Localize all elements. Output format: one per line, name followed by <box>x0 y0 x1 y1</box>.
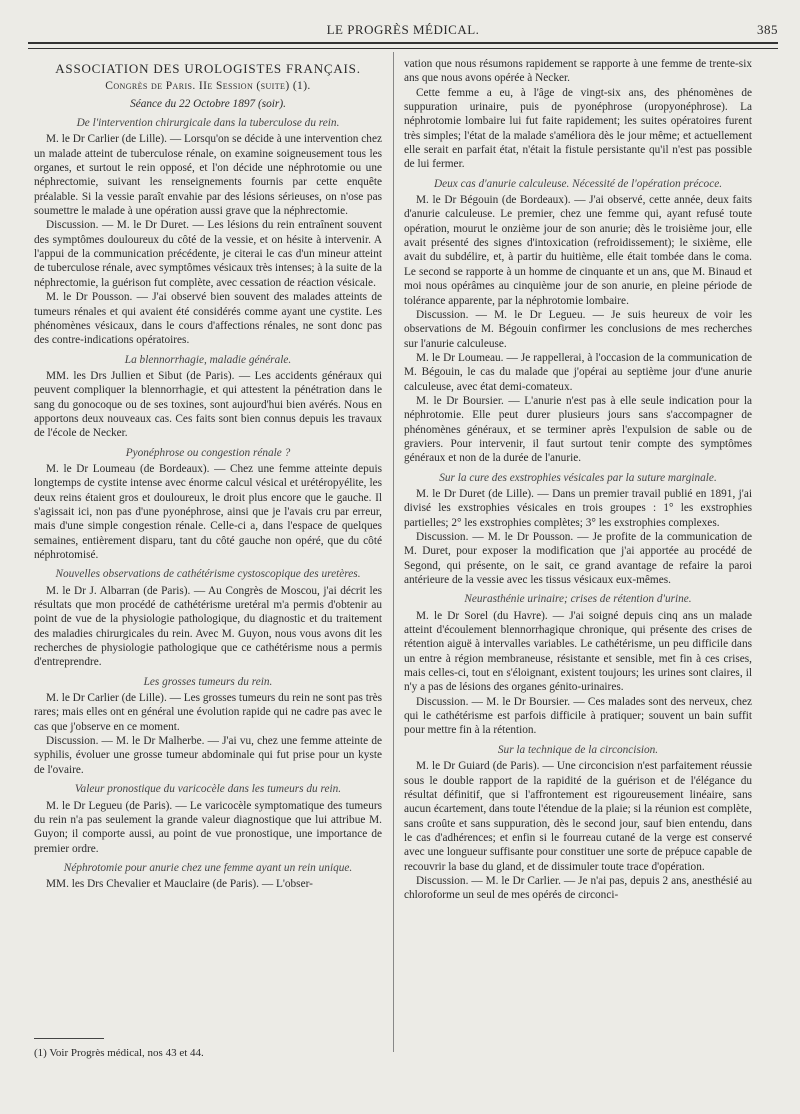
right-column-body <box>404 57 752 903</box>
session-date: Séance du 22 Octobre 1897 (soir). <box>130 97 286 110</box>
left-column-body <box>34 116 382 892</box>
section-heading: De l'intervention chirurgicale dans la tuberculose du rein. <box>76 117 340 130</box>
column-divider <box>393 52 394 1052</box>
association-title: ASSOCIATION DES UROLOGISTES FRANÇAIS. <box>55 61 361 76</box>
section-heading: Les grosses tumeurs du rein. <box>143 675 273 688</box>
paragraph: M. le Dr Guiard (de Paris). — Une circoncision n'est parfaitement réussie sous le double rapport de la rapidité de la guérison et de l'élégance du résultat définitif, que si l'affrontement est rigoureusement linéaire, sans aucun écartement, dans toute l'étendue de la plaie; si la réunion est complète, sans croûte et sans suppuration, dès le second jour, sauf bien entendu, dans le cas d'adhérences; et enfin si le fourreau cutané de la verge est conservé avec une longueur suffisante pour constituer une sorte de prépuce capable de recouvrir la base du gland, et de dissimuler toute trace d'opération. <box>404 760 752 873</box>
paragraph: Discussion. — M. le Dr Carlier. — Je n'ai pas, depuis 2 ans, anesthésié au chloroforme un seul de mes opérés de circonci- <box>404 874 752 902</box>
paragraph: M. le Dr Duret (de Lille). — Dans un premier travail publié en 1891, j'ai divisé les exstrophies vésicales en trois groupes : 1° les exstrophies partielles; 2° les exstrophies complètes; 3° les exstrophies complexes. <box>404 487 752 529</box>
paragraph: M. le Dr Bégouin (de Bordeaux). — J'ai observé, cette année, deux faits d'anurie calculeuse. Le premier, chez une femme qui, ayant refusé toute opération, mourut le onzième jour de son anurie; dès le troisième jour, elle avait présenté des signes d'intoxication (refroidissement); le sixième, elle avait du subdélire, et, à partir du huitième, elle était tombée dans le coma. Le second se rapporte à un homme de cinquante et un ans, que M. Binaud et moi nous opérâmes au cinquième jour de son anurie, en pleine période de tolérance apparente, par la néphrotomie lombaire. <box>404 194 752 307</box>
paragraph: MM. les Drs Jullien et Sibut (de Paris). — Les accidents généraux qui peuvent compliquer la blennorrhagie, et qui attestent la pénétration dans le sang du gonocoque ou de ses toxines, sont aujourd'hui bien avérés. Nous en apportons deux nouveaux cas. Ces faits sont bien connus depuis les travaux de l'école de Necker. <box>34 369 382 440</box>
paragraph: Cette femme a eu, à l'âge de vingt-six ans, des phénomènes de suppuration urinaire, puis de pyonéphrose (uropyonéphrose). La néphrotomie lombaire lui fut faite rapidement; les suites opératoires furent très simples; l'état de la malade s'améliora dès le jour même; et actuellement elle serait en parfait état, n'était la fistule persistante qu'il n'est pas possible de lui fermer. <box>404 86 752 171</box>
paragraph: M. le Dr Sorel (du Havre). — J'ai soigné depuis cinq ans un malade atteint d'écoulement blennorrhagique chronique, qui présente des crises de rétention aiguë à intervalles variables. Le cathétérisme, un peu difficile dans un entre à région membraneuse, résistante et sensible, met fin à ces crises, mais celles-ci, tout en s'éloignant, existent toujours; les urines sont claires, il n'y a pas de lésions des organes génito-urinaires. <box>404 609 752 694</box>
right-column <box>404 57 752 903</box>
journal-title: LE PROGRÈS MÉDICAL. <box>326 22 480 37</box>
paragraph: Discussion. — M. le Dr Malherbe. — J'ai vu, chez une femme atteinte de syphilis, évoluer une grosse tumeur abdominale qui fut prise pour un kyste de l'ovaire. <box>34 735 382 776</box>
paragraph: vation que nous résumons rapidement se rapporte à une femme de trente-six ans que nous avons opérée à Necker. <box>404 58 752 85</box>
page-number: 385 <box>757 22 778 37</box>
footnote: (1) Voir Progrès médical, nos 43 et 44. <box>34 1047 204 1059</box>
section-heading: Valeur pronostique du varicocèle dans les tumeurs du rein. <box>74 783 342 796</box>
paragraph: M. le Dr J. Albarran (de Paris). — Au Congrès de Moscou, j'ai décrit les résultats que mon procédé de cathétérisme uretéral m'a permis d'obtenir au point de vue de la physiologie pathologique, du diagnostic et du traitement des maladies chirurgicales du rein. Avec M. Guyon, nous vous avons dit les recherches de physiologie pathologique que ce cathétérisme nous a permis d'entreprendre. <box>34 584 382 669</box>
paragraph: Discussion. — M. le Dr Boursier. — Ces malades sont des nerveux, chez qui le cathétérisme est parfois difficile à pratiquer; souvent un bain suffit pour mettre fin à la rétention. <box>404 695 752 737</box>
paragraph: M. le Dr Legueu (de Paris). — Le varicocèle symptomatique des tumeurs du rein n'a pas seulement la grande valeur diagnostique que lui attribue M. Guyon; il comporte aussi, au point de vue pronostique, une importance de premier ordre. <box>34 799 382 855</box>
paragraph: Discussion. — M. le Dr Duret. — Les lésions du rein entraînent souvent des symptômes douloureux du côté de la vessie, et on hésite à intervenir. A l'appui de la communication précédente, je citerai le cas d'un mineur atteint de tuberculose rénale, avec symptômes vésicaux très intenses; à la suite de la néphrectomie, la guérison fut complète, avec cessation de réaction vésicale. <box>34 219 382 289</box>
running-head <box>28 22 778 42</box>
paragraph: Discussion. — M. le Dr Pousson. — Je profite de la communication de M. Duret, pour exposer la modification que j'ai apportée au procédé de Segond, qui présente, on le sait, ce grand avantage de refaire la paroi antérieure de la vessie avec les tissus vésicaux eux-mêmes. <box>404 531 752 587</box>
congress-subtitle: Congrès de Paris. IIe Session (suite) (1). <box>105 80 311 93</box>
footnote-rule <box>34 1038 104 1039</box>
section-heading: Nouvelles observations de cathétérisme cystoscopique des uretères. <box>55 568 361 581</box>
section-heading: Neurasthénie urinaire; crises de rétention d'urine. <box>464 593 692 606</box>
paragraph: M. le Dr Carlier (de Lille). — Lorsqu'on se décide à une intervention chez un malade atteint de tuberculose rénale, on examine soigneusement tous les organes, et surtout le rein opposé, et l'on décide une néphrotomie ou une néphrectomie, suivant les renseignements fournis par cette enquête préalable. Si la vessie paraît envahie par des lésions sérieuses, on n'ose pas soumettre le malade à une opération aussi grave que la néphrectomie. <box>34 133 382 218</box>
section-heading: Sur la technique de la circoncision. <box>497 743 659 756</box>
left-column <box>34 58 382 892</box>
paragraph: M. le Dr Loumeau (de Bordeaux). — Chez une femme atteinte depuis longtemps de cystite intense avec énorme calcul vésical et urétéropyélite, les deux reins étaient gros et douloureux, le droit plus encore que le gauche. Il s'agissait ici, non pas d'une pyonéphrose, ainsi que je l'avais cru par erreur, mais d'une simple congestion rénale. Celle-ci a, dans l'espace de quelques semaines, entièrement disparu, tant du côté gauche non opéré, que du côté néphrotomisé. <box>34 462 382 561</box>
section-heading: Néphrotomie pour anurie chez une femme ayant un rein unique. <box>63 861 353 874</box>
paragraph: M. le Dr Carlier (de Lille). — Les grosses tumeurs du rein ne sont pas très rares; mais elles ont en général une évolution rapide qui ne cadre pas avec le cas que j'observe en ce moment. <box>34 692 382 733</box>
header-rule <box>28 42 778 49</box>
section-heading: Deux cas d'anurie calculeuse. Nécessité de l'opération précoce. <box>433 177 723 190</box>
section-heading: La blennorrhagie, maladie générale. <box>124 353 292 366</box>
paragraph: Discussion. — M. le Dr Legueu. — Je suis heureux de voir les observations de M. Bégouin confirmer les conclusions de mes recherches sur l'anurie calculeuse. <box>404 308 752 350</box>
paragraph: M. le Dr Boursier. — L'anurie n'est pas à elle seule indication pour la néphrotomie. Elle peut durer plusieurs jours sans s'accompagner de phénomènes généraux, et se terminer après l'expulsion de sable ou de graviers. Pour intervenir, il faut surtout tenir compte des symptômes généraux et non de la durée de l'anurie. <box>404 394 752 465</box>
paragraph: MM. les Drs Chevalier et Mauclaire (de Paris). — L'obser- <box>46 878 313 891</box>
section-heading: Pyonéphrose ou congestion rénale ? <box>125 446 291 459</box>
paragraph: M. le Dr Loumeau. — Je rappellerai, à l'occasion de la communication de M. Bégouin, le cas du malade que j'opérai au septième jour d'une anurie calculeuse, avec état demi-comateux. <box>404 351 752 393</box>
paragraph: M. le Dr Pousson. — J'ai observé bien souvent des malades atteints de tumeurs rénales et qui avaient été considérés comme ayant une cystite. Les phénomènes vésicaux, dans le cours d'affections rénales, ne sont donc pas des contre-indications opératoires. <box>34 291 382 347</box>
section-heading: Sur la cure des exstrophies vésicales par la suture marginale. <box>439 471 717 484</box>
